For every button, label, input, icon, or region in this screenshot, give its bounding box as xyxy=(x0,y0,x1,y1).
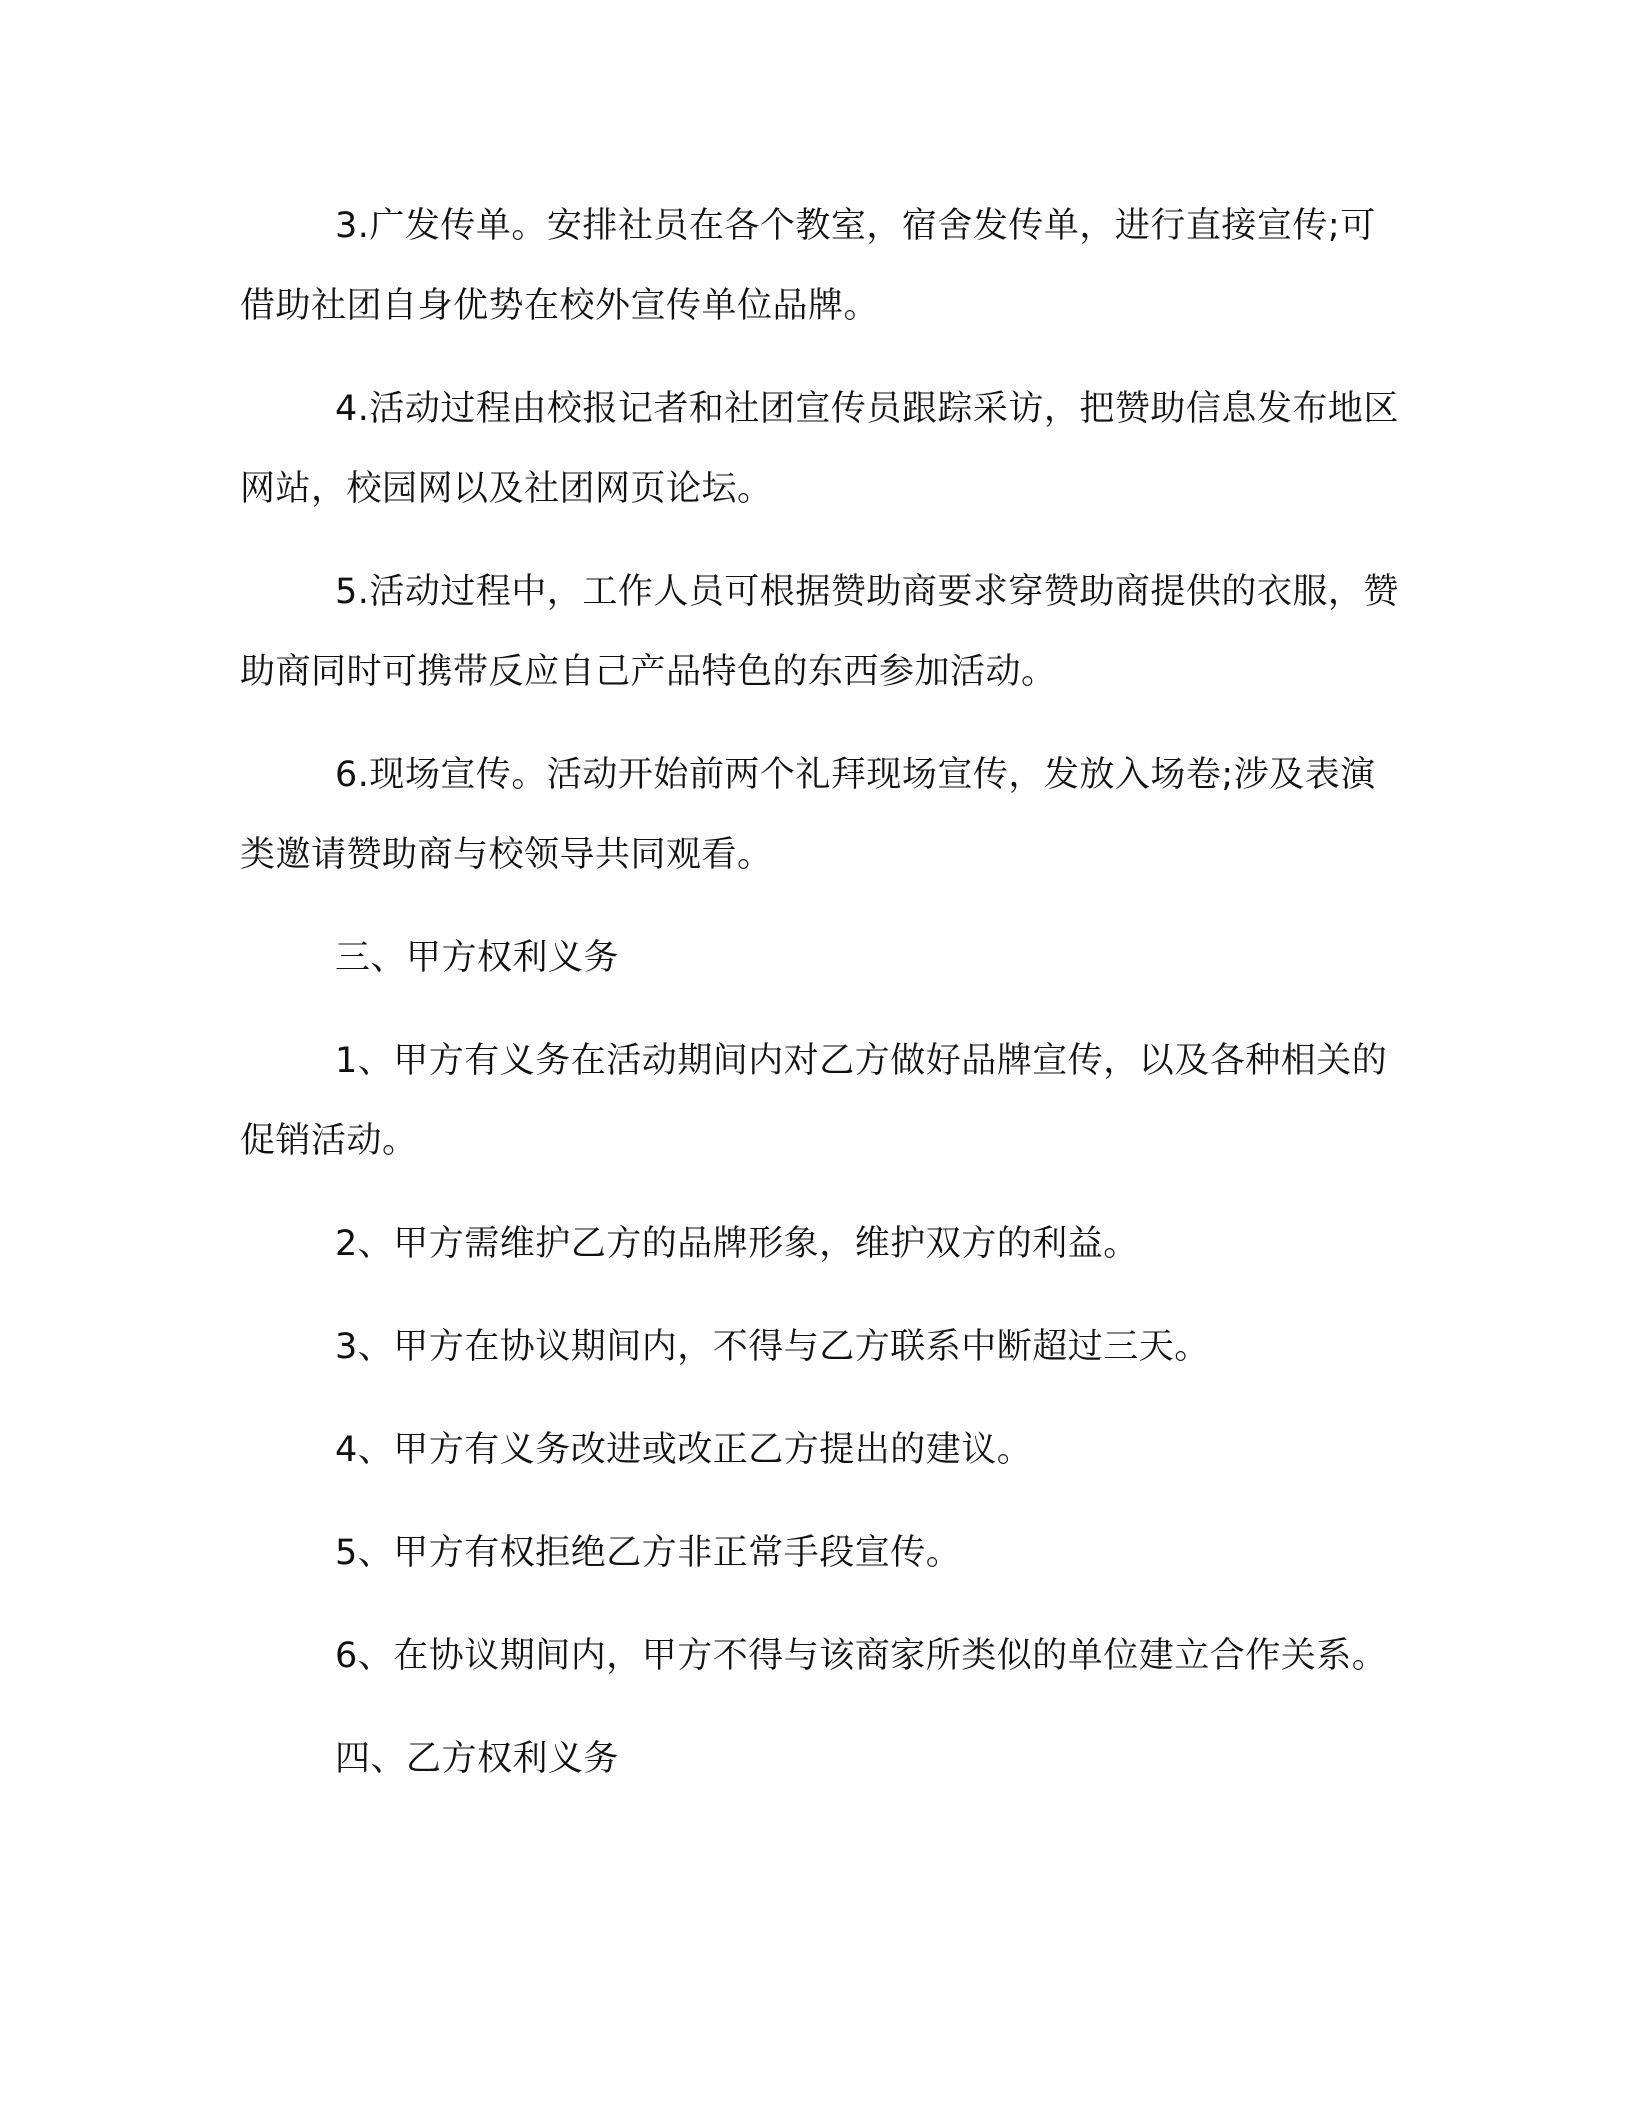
list-item: 1、甲方有义务在活动期间内对乙方做好品牌宣传，以及各种相关的促销活动。 xyxy=(240,1041,1388,1161)
list-item: 2、甲方需维护乙方的品牌形象，维护双方的利益。 xyxy=(335,1224,1139,1264)
section-heading-party-a: 三、甲方权利义务 xyxy=(335,938,620,978)
list-item: 3、甲方在协议期间内，不得与乙方联系中断超过三天。 xyxy=(335,1327,1210,1367)
paragraph-onsite-promotion: 6.现场宣传。活动开始前两个礼拜现场宣传，发放入场卷;涉及表演类邀请赞助商与校领导共同观看。 xyxy=(240,755,1376,875)
list-item: 4、甲方有义务改进或改正乙方提出的建议。 xyxy=(335,1430,1033,1470)
list-item: 5、甲方有权拒绝乙方非正常手段宣传。 xyxy=(335,1533,962,1573)
paragraph-flyers: 3.广发传单。安排社员在各个教室，宿舍发传单，进行直接宣传;可借助社团自身优势在校外宣传单位品牌。 xyxy=(240,206,1376,326)
paragraph-reporting: 4.活动过程由校报记者和社团宣传员跟踪采访，把赞助信息发布地区网站，校园网以及社团网页论坛。 xyxy=(240,389,1399,509)
section-heading-party-b: 四、乙方权利义务 xyxy=(335,1739,620,1779)
document-body xyxy=(240,186,1400,1822)
list-item: 6、在协议期间内，甲方不得与该商家所类似的单位建立合作关系。 xyxy=(335,1636,1388,1676)
paragraph-staff-clothing: 5.活动过程中，工作人员可根据赞助商要求穿赞助商提供的衣服，赞助商同时可携带反应自己产品特色的东西参加活动。 xyxy=(240,572,1399,692)
